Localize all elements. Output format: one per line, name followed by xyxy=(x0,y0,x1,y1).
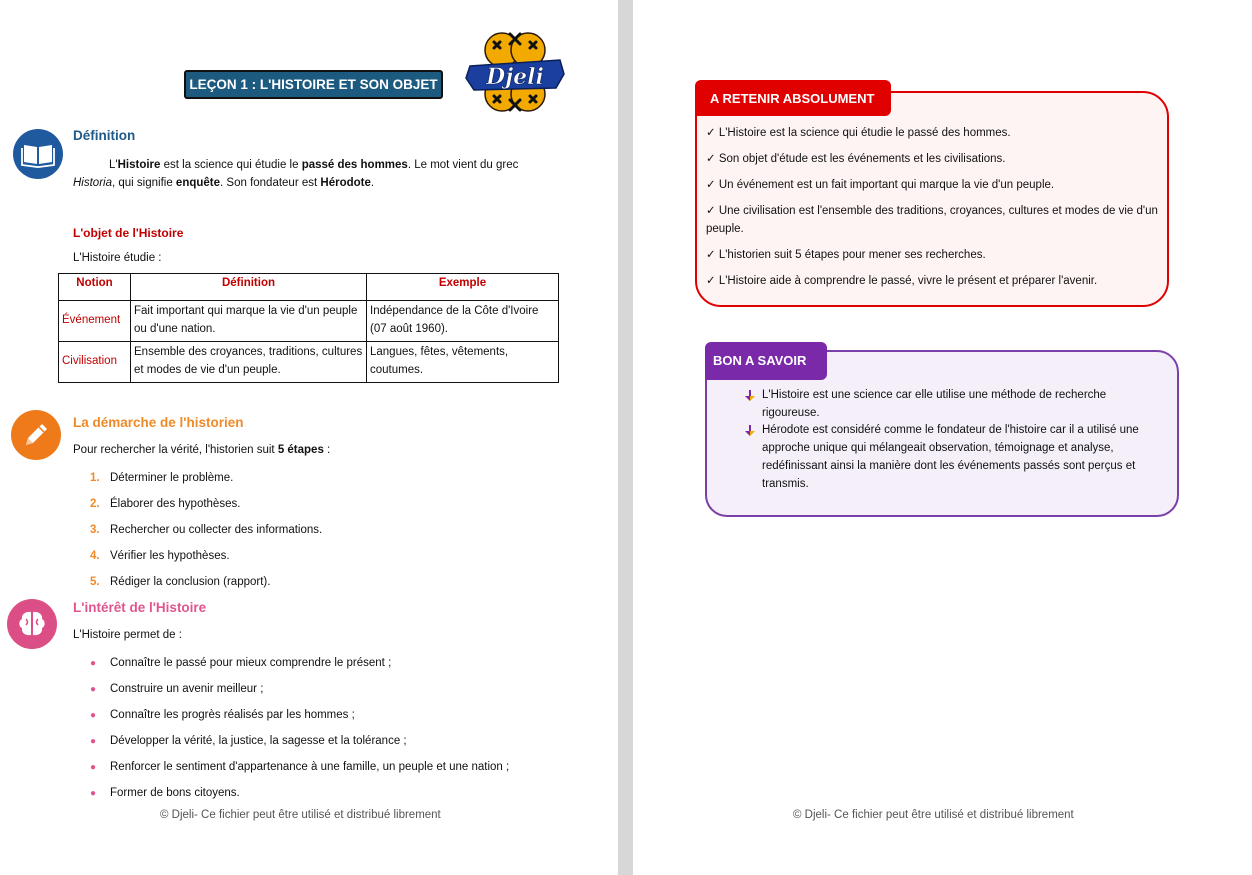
interet-heading: L'intérêt de l'Histoire xyxy=(73,600,207,615)
savoir-title: BON A SAVOIR xyxy=(705,342,827,380)
table-header-row xyxy=(59,274,559,301)
list-item: ● Connaître le passé pour mieux comprendre le présent ; xyxy=(90,657,392,669)
list-item: 3. Rechercher ou collecter des informations. xyxy=(90,524,323,536)
steps-list xyxy=(90,469,322,599)
retenir-title: A RETENIR ABSOLUMENT xyxy=(695,80,891,116)
interet-intro: L'Histoire permet de : xyxy=(73,629,182,641)
demarche-intro: Pour rechercher la vérité, l'historien suit 5 étapes : xyxy=(73,444,331,456)
table-header: Exemple xyxy=(367,274,559,301)
page-1 xyxy=(0,0,618,875)
notion-table xyxy=(58,273,559,383)
book-icon xyxy=(13,129,63,179)
brain-icon xyxy=(7,599,57,649)
demarche-heading: La démarche de l'historien xyxy=(73,415,244,430)
retenir-item: ✓ L'historien suit 5 étapes pour mener ses recherches. xyxy=(706,249,986,261)
interet-list xyxy=(90,654,509,810)
arrow-down-icon xyxy=(743,424,757,438)
lesson-title: LEÇON 1 : L'HISTOIRE ET SON OBJET xyxy=(184,70,443,99)
table-cell: Fait important qui marque la vie d'un peuple ou d'une nation. xyxy=(131,301,367,342)
retenir-item: ✓ L'Histoire aide à comprendre le passé, vivre le présent et préparer l'avenir. xyxy=(706,275,1098,287)
savoir-item: L'Histoire est une science car elle utilise une méthode de recherche rigoureuse. xyxy=(762,389,1107,419)
retenir-item: ✓ Une civilisation est l'ensemble des traditions, croyances, cultures et modes de vie d'un peuple. xyxy=(706,205,1158,235)
savoir-item: Hérodote est considéré comme le fondateur de l'histoire car il a utilisé une approche unique qui mélangeait observation, témoignage et analyse, redéfinissant ainsi la manière dont les événements passés sont perçus et transmis. xyxy=(762,424,1139,490)
page-footer: © Djeli- Ce fichier peut être utilisé et distribué librement xyxy=(160,809,441,821)
table-row xyxy=(59,301,559,342)
list-item: 4. Vérifier les hypothèses. xyxy=(90,550,230,562)
retenir-item: ✓ Un événement est un fait important qui marque la vie d'un peuple. xyxy=(706,179,1055,191)
list-item: ● Construire un avenir meilleur ; xyxy=(90,683,264,695)
pencil-icon xyxy=(11,410,61,460)
page-2 xyxy=(633,0,1252,875)
list-item: ● Former de bons citoyens. xyxy=(90,787,240,799)
objet-heading: L'objet de l'Histoire xyxy=(73,226,184,240)
list-item: 5. Rédiger la conclusion (rapport). xyxy=(90,576,271,588)
arrow-down-icon xyxy=(743,389,757,403)
definition-text: L'Histoire est la science qui étudie le passé des hommes. Le mot vient du grec Historia, qui signifie enquête. Son fondateur est Hérodote. xyxy=(73,159,519,189)
table-row xyxy=(59,342,559,383)
list-item: ● Développer la vérité, la justice, la sagesse et la tolérance ; xyxy=(90,735,407,747)
objet-intro: L'Histoire étudie : xyxy=(73,252,162,264)
table-cell: Ensemble des croyances, traditions, cultures et modes de vie d'un peuple. xyxy=(131,342,367,383)
retenir-item: ✓ Son objet d'étude est les événements et les civilisations. xyxy=(706,153,1006,165)
table-cell: Indépendance de la Côte d'Ivoire (07 août 1960). xyxy=(367,301,559,342)
table-cell: Civilisation xyxy=(59,342,131,383)
table-header: Définition xyxy=(131,274,367,301)
definition-heading: Définition xyxy=(73,128,136,143)
list-item: 1. Déterminer le problème. xyxy=(90,472,234,484)
page-footer: © Djeli- Ce fichier peut être utilisé et distribué librement xyxy=(793,809,1074,821)
list-item: ● Connaître les progrès réalisés par les hommes ; xyxy=(90,709,355,721)
djeli-logo xyxy=(464,30,566,116)
list-item: 2. Élaborer des hypothèses. xyxy=(90,498,241,510)
list-item: ● Renforcer le sentiment d'appartenance à une famille, un peuple et une nation ; xyxy=(90,761,510,773)
table-cell: Langues, fêtes, vêtements, coutumes. xyxy=(367,342,559,383)
retenir-item: ✓ L'Histoire est la science qui étudie le passé des hommes. xyxy=(706,127,1011,139)
logo-text: Djeli xyxy=(486,64,544,90)
table-header: Notion xyxy=(59,274,131,301)
table-cell: Événement xyxy=(59,301,131,342)
